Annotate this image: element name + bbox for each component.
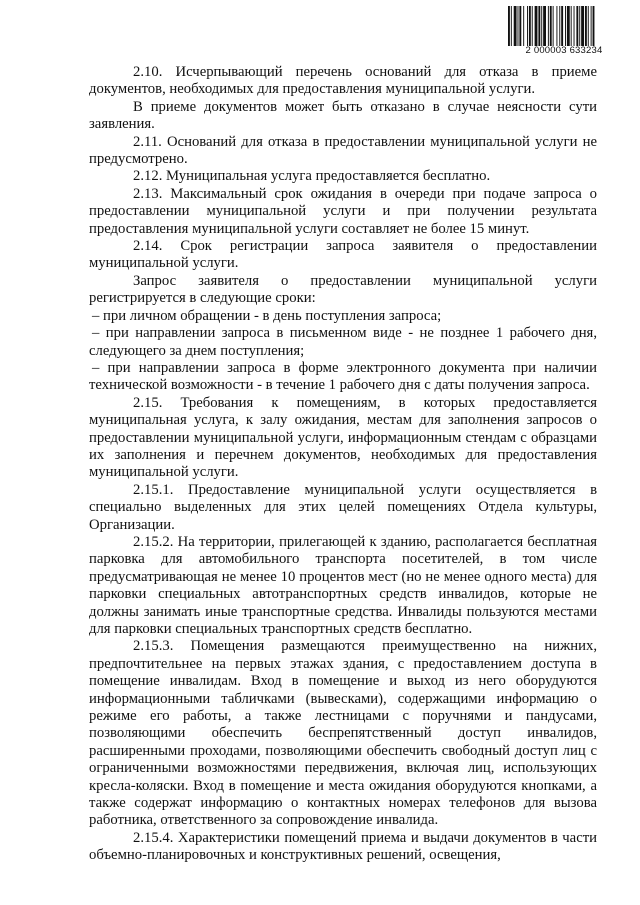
barcode-bar bbox=[574, 6, 575, 46]
barcode-bar bbox=[508, 6, 510, 46]
paragraph-2-10: 2.10. Исчерпывающий перечень оснований для отказа в приеме документов, необходимых для предоставления муниципальной услуги. bbox=[89, 64, 597, 98]
barcode-number: 2 000003 633234 bbox=[525, 45, 603, 56]
barcode bbox=[508, 6, 620, 58]
paragraph-2-15-1: 2.15.1. Предоставление муниципальной услуги осуществляется в специально выделенных для этих целей помещениях Отдела культуры, Организации. bbox=[89, 481, 597, 533]
barcode-bar bbox=[541, 6, 542, 46]
barcode-bar bbox=[579, 6, 580, 46]
list-item-written: – при направлении запроса в письменном виде - не позднее 1 рабочего дня, следующего за днем поступления; bbox=[89, 325, 597, 359]
barcode-bar bbox=[519, 6, 521, 46]
barcode-bar bbox=[553, 6, 554, 46]
barcode-bar bbox=[565, 6, 566, 46]
list-item-electronic: – при направлении запроса в форме электронного документа при наличии технической возможности - в течение 1 рабочего дня с даты получения запроса. bbox=[89, 359, 597, 394]
paragraph-2-13: 2.13. Максимальный срок ожидания в очереди при подаче запроса о предоставлении муниципальной услуги и при получении результата предоставления муниципальной услуги составляет не более 15 минут. bbox=[89, 185, 597, 237]
paragraph-2-15-2: 2.15.2. На территории, прилегающей к зданию, располагается бесплатная парковка для автомобильного транспорта посетителей, в том числе предусматривающая не менее 10 процентов мест (но не менее одного места) для парковки специальных автотранспортных средств инвалидов, которые не должны занимать иные транспортные средства. Инвалиды пользуются местами для парковки специальных транспортных средств бесплатно. bbox=[89, 533, 597, 637]
barcode-bar bbox=[559, 6, 560, 46]
barcode-bars bbox=[508, 6, 620, 46]
barcode-bar bbox=[548, 6, 549, 46]
barcode-bar bbox=[556, 6, 557, 46]
barcode-bar bbox=[561, 6, 563, 46]
barcode-bar bbox=[571, 6, 572, 46]
paragraph-2-12: 2.12. Муниципальная услуга предоставляется бесплатно. bbox=[133, 168, 491, 185]
document-body bbox=[89, 64, 597, 865]
barcode-bar bbox=[523, 6, 524, 46]
barcode-bar bbox=[529, 6, 531, 46]
paragraph-2-14-terms: Запрос заявителя о предоставлении муниципальной услуги регистрируется в следующие сроки: bbox=[89, 272, 597, 307]
paragraph-2-15-4: 2.15.4. Характеристики помещений приема и выдачи документов в части объемно-планировочных и конструктивных решений, освещения, bbox=[89, 829, 597, 864]
barcode-bar bbox=[550, 6, 552, 46]
barcode-bar bbox=[543, 6, 546, 46]
paragraph-2-11: 2.11. Оснований для отказа в предоставлении муниципальной услуги не предусмотрено. bbox=[89, 133, 597, 168]
barcode-bar bbox=[581, 6, 584, 46]
list-item-in-person: – при личном обращении - в день поступления запроса; bbox=[92, 307, 442, 324]
barcode-bar bbox=[518, 6, 519, 46]
paragraph-2-10-refusal: В приеме документов может быть отказано в случае неясности сути заявления. bbox=[89, 98, 597, 133]
barcode-bar bbox=[527, 6, 528, 46]
paragraph-2-14: 2.14. Срок регистрации запроса заявителя о предоставлении муниципальной услуги. bbox=[89, 238, 597, 272]
barcode-bar bbox=[588, 6, 589, 46]
barcode-bar bbox=[591, 6, 592, 46]
barcode-bar bbox=[511, 6, 512, 46]
paragraph-2-15-3: 2.15.3. Помещения размещаются преимущественно на нижних, предпочтительнее на первых этажах здания, с предоставлением доступа в помещение инвалидам. Вход в помещение и выход из него оборудуются информационными табличками (вывесками), содержащими информацию о режиме его работы, а также лестницами с поручнями и пандусами, позволяющими обеспечить беспрепятственный доступ инвалидов, расширенными проходами, позволяющими обеспечить свободный доступ лиц с ограниченными возможностями передвижения, включая лиц, использующих кресла-коляски. Вход в помещение и места ожидания оборудуются кнопками, а также содержат информацию о контактных номерах телефонов для вызова работника, ответственного за сопровождение инвалида. bbox=[89, 638, 597, 829]
paragraph-2-15: 2.15. Требования к помещениям, в которых предоставляется муниципальная услуга, к залу ожидания, местам для заполнения запросов о предоставлении муниципальной услуги, информационным стендам с образцами их заполнения и перечнем документов, необходимых для предоставления муниципальной услуги. bbox=[89, 394, 597, 481]
barcode-bar bbox=[567, 6, 570, 46]
barcode-bar bbox=[576, 6, 578, 46]
barcode-bar bbox=[532, 6, 533, 46]
barcode-bar bbox=[585, 6, 587, 46]
barcode-bar bbox=[514, 6, 517, 46]
barcode-bar bbox=[593, 6, 595, 46]
barcode-bar bbox=[538, 6, 540, 46]
barcode-bar bbox=[535, 6, 538, 46]
